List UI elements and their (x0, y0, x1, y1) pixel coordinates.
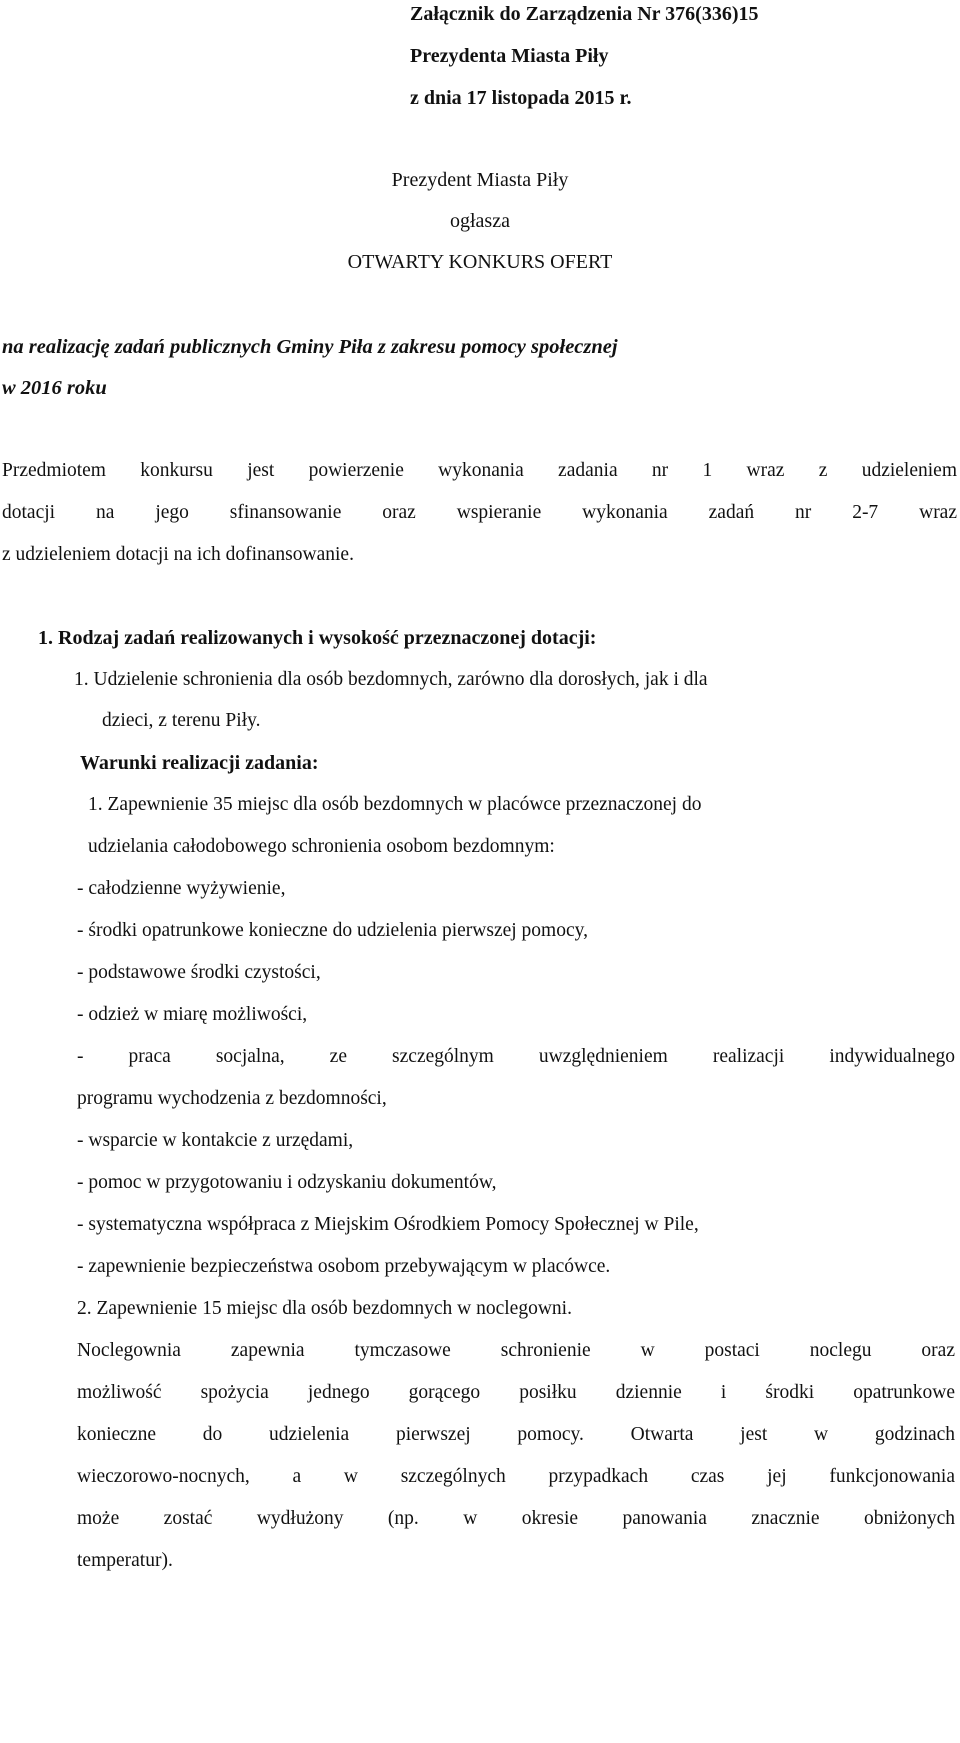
list-item: - odzież w miarę możliwości, (77, 1004, 308, 1025)
list-item-continuation: programu wychodzenia z bezdomności, (77, 1088, 387, 1109)
conditions-heading: Warunki realizacji zadania: (80, 752, 319, 774)
condition-1-line-2: udzielania całodobowego schronienia osobom bezdomnym: (88, 836, 555, 857)
task-1-line-1: 1. Udzielenie schronienia dla osób bezdomnych, zarówno dla dorosłych, jak i dla (74, 669, 708, 690)
subject-line-2: w 2016 roku (2, 377, 107, 399)
intro-line-2: dotacji na jego sfinansowanie oraz wspieranie wykonania zadań nr 2-7 wraz (2, 502, 957, 523)
announcer: Prezydent Miasta Piły (391, 169, 569, 191)
shelter-line-3: konieczne do udzielenia pierwszej pomocy. Otwarta jest w godzinach (77, 1424, 955, 1445)
list-item: - systematyczna współpraca z Miejskim Ośrodkiem Pomocy Społecznej w Pile, (77, 1214, 699, 1235)
list-item: - pomoc w przygotowaniu i odzyskaniu dokumentów, (77, 1172, 497, 1193)
list-item: - całodzienne wyżywienie, (77, 878, 286, 899)
list-item: - wsparcie w kontakcie z urzędami, (77, 1130, 354, 1151)
list-item: - środki opatrunkowe konieczne do udzielenia pierwszej pomocy, (77, 920, 588, 941)
competition-title: OTWARTY KONKURS OFERT (347, 251, 613, 273)
announces-verb: ogłasza (450, 210, 510, 232)
subject-line-1: na realizację zadań publicznych Gminy Piła z zakresu pomocy społecznej (2, 336, 618, 358)
attachment-issuer: Prezydenta Miasta Piły (410, 45, 609, 67)
shelter-line-5: może zostać wydłużony (np. w okresie panowania znacznie obniżonych (77, 1508, 955, 1529)
list-item: - praca socjalna, ze szczególnym uwzględnieniem realizacji indywidualnego (77, 1046, 955, 1067)
task-1-line-2: dzieci, z terenu Piły. (102, 710, 261, 731)
shelter-line-1: Noclegownia zapewnia tymczasowe schronienie w postaci noclegu oraz (77, 1340, 955, 1361)
intro-line-1: Przedmiotem konkursu jest powierzenie wykonania zadania nr 1 wraz z udzieleniem (2, 460, 957, 481)
list-item: - zapewnienie bezpieczeństwa osobom przebywającym w placówce. (77, 1256, 611, 1277)
attachment-date: z dnia 17 listopada 2015 r. (410, 87, 632, 109)
intro-line-3: z udzieleniem dotacji na ich dofinansowanie. (2, 544, 354, 565)
condition-1-line-1: 1. Zapewnienie 35 miejsc dla osób bezdomnych w placówce przeznaczonej do (88, 794, 702, 815)
shelter-line-6: temperatur). (77, 1550, 173, 1571)
shelter-line-2: możliwość spożycia jednego gorącego posiłku dziennie i środki opatrunkowe (77, 1382, 955, 1403)
list-item: - podstawowe środki czystości, (77, 962, 321, 983)
condition-2-line: 2. Zapewnienie 15 miejsc dla osób bezdomnych w noclegowni. (77, 1298, 572, 1319)
section-1-heading: 1. Rodzaj zadań realizowanych i wysokość przeznaczonej dotacji: (38, 627, 597, 649)
attachment-title: Załącznik do Zarządzenia Nr 376(336)15 (410, 3, 759, 25)
shelter-line-4: wieczorowo-nocnych, a w szczególnych przypadkach czas jej funkcjonowania (77, 1466, 955, 1487)
